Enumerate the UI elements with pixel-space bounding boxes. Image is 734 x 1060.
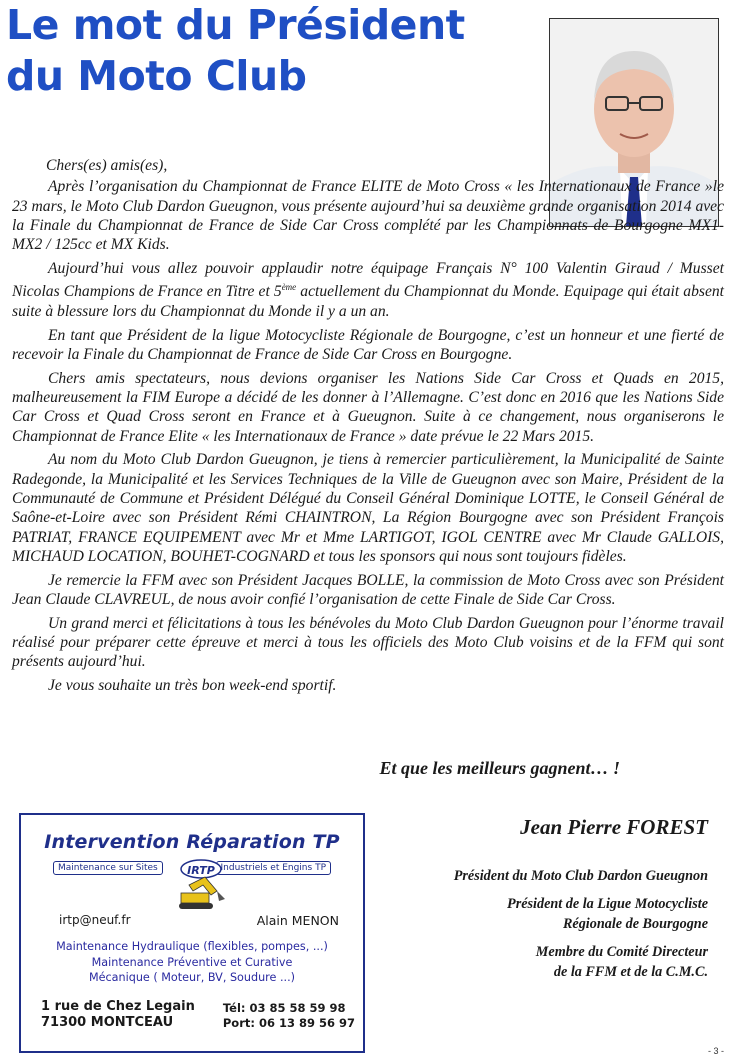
letter-paragraph-8: Je vous souhaite un très bon week-end sportif. bbox=[48, 677, 337, 695]
signature-name: Jean Pierre FOREST bbox=[520, 815, 708, 839]
ad-service-2: Maintenance Préventive et Curative bbox=[91, 955, 293, 969]
letter-paragraph-1: Après l’organisation du Championnat de France ELITE de Moto Cross « les Internationaux de France »le 23 mars, le Moto Club Dardon Gueugnon, vous présente aujourd’hui sa deuxième grande organisation 2014 avec la Finale du Championnat de France de Side Car Cross complété par les Championnats de Bourgogne MX1- MX2 / 125cc et MX Kids. bbox=[12, 178, 724, 254]
ad-tag-left: Maintenance sur Sites bbox=[53, 861, 163, 875]
letter-closing: Et que les meilleurs gagnent… ! bbox=[379, 758, 620, 778]
ad-address bbox=[41, 999, 195, 1031]
ad-service-3: Mécanique ( Moteur, BV, Soudure ...) bbox=[88, 971, 295, 984]
ad-contact-name: Alain MENON bbox=[256, 913, 339, 928]
ad-service-1: Maintenance Hydraulique (flexibles, pompes, ...) bbox=[56, 940, 328, 953]
letter-paragraph-5: Au nom du Moto Club Dardon Gueugnon, je tiens à remercier particulièrement, la Municipalité de Sainte Radegonde, la Municipalité et les Services Techniques de la Ville de Gueugnon avec son Maire, Président de la Communauté de Commune et Président Délégué du Conseil Général Dominique LOTTE, le Conseil Général de Saône-et-Loire avec son Président Rémi CHAINTRON, La Région Bourgogne avec son Président François PATRIAT, FRANCE EQUIPEMENT avec Mr et Mme LARTIGOT, IGOL CENTRE avec Mr Claude GALLOIS, MICHAUD LOCATION, BOUHET-COGNARD et tous les sponsors qui nous sont toujours fidèles. bbox=[12, 451, 724, 565]
irtp-advertisement bbox=[19, 813, 365, 1053]
letter-paragraph-6: Je remercie la FFM avec son Président Jacques BOLLE, la commission de Moto Cross avec son Président Jean Claude CLAVREUL, de nous avoir confié l’organisation de cette Finale de Side Car Cross. bbox=[12, 571, 724, 608]
page-title-line2: du Moto Club bbox=[6, 52, 307, 100]
irtp-logo bbox=[171, 855, 231, 915]
irtp-logo-text bbox=[171, 861, 231, 881]
ad-address-line2: 71300 MONTCEAU bbox=[41, 1015, 174, 1030]
logo-text: IRTP bbox=[187, 864, 215, 877]
ad-address-line1: 1 rue de Chez Legain bbox=[41, 999, 195, 1014]
ad-tel: Tél: 03 85 58 59 98 bbox=[222, 1001, 346, 1015]
page-number: - 3 - bbox=[707, 1046, 724, 1056]
signature-roles bbox=[400, 866, 708, 990]
ad-services bbox=[21, 939, 363, 986]
signature-role-1: Président du Moto Club Dardon Gueugnon bbox=[453, 868, 708, 884]
ad-tag-right: Industriels et Engins TP bbox=[216, 861, 332, 875]
letter-paragraph-4: Chers amis spectateurs, nous devions organiser les Nations Side Car Cross et Quads en 2015, malheureusement la FIM Europe a décidé de les donner à l’Allemagne. C’est donc en 2016 que les Nations Side Car Cross et Quad Cross seront en France et à Gueugnon. Suite à ce changement, nous organiserons le Championnat de France Elite « les Internationaux de France » date prévue le 22 Mars 2015. bbox=[12, 369, 724, 445]
ad-port: Port: 06 13 89 56 97 bbox=[222, 1016, 355, 1030]
president-letter bbox=[12, 156, 724, 700]
signature-role-3: Membre du Comité Directeur de la FFM et de la C.M.C. bbox=[535, 944, 708, 980]
ad-title: Intervention Réparation TP bbox=[44, 831, 340, 853]
letter-salutation: Chers(es) amis(es), bbox=[46, 157, 168, 174]
letter-paragraph-3: En tant que Président de la ligue Motocycliste Régionale de Bourgogne, c’est un honneur et une fierté de recevoir la Finale du Championnat de France de Side Car Cross en Bourgogne. bbox=[12, 326, 724, 363]
page-title-line1: Le mot du Président bbox=[6, 1, 465, 49]
letter-paragraph-7: Un grand merci et félicitations à tous les bénévoles du Moto Club Dardon Gueugnon pour l’énorme travail réalisé pour préparer cette épreuve et merci à tous les officiels des Moto Club voisins et de la FFM qui sont présents aujourd’hui. bbox=[12, 614, 724, 671]
letter-paragraph-2: Aujourd’hui vous allez pouvoir applaudir notre équipage Français N° 100 Valentin Giraud / Musset Nicolas Champions de France en Titre et 5ème actuellement du Championnat du Monde. Equipage qui était absent suite à blessure lors du Championnat du Monde il y a un an. bbox=[12, 259, 725, 320]
page-title bbox=[6, 0, 526, 102]
signature-role-2: Président de la Ligue Motocycliste Régionale de Bourgogne bbox=[507, 896, 708, 932]
ad-email: irtp@neuf.fr bbox=[59, 913, 131, 927]
ad-phones bbox=[223, 1001, 355, 1031]
